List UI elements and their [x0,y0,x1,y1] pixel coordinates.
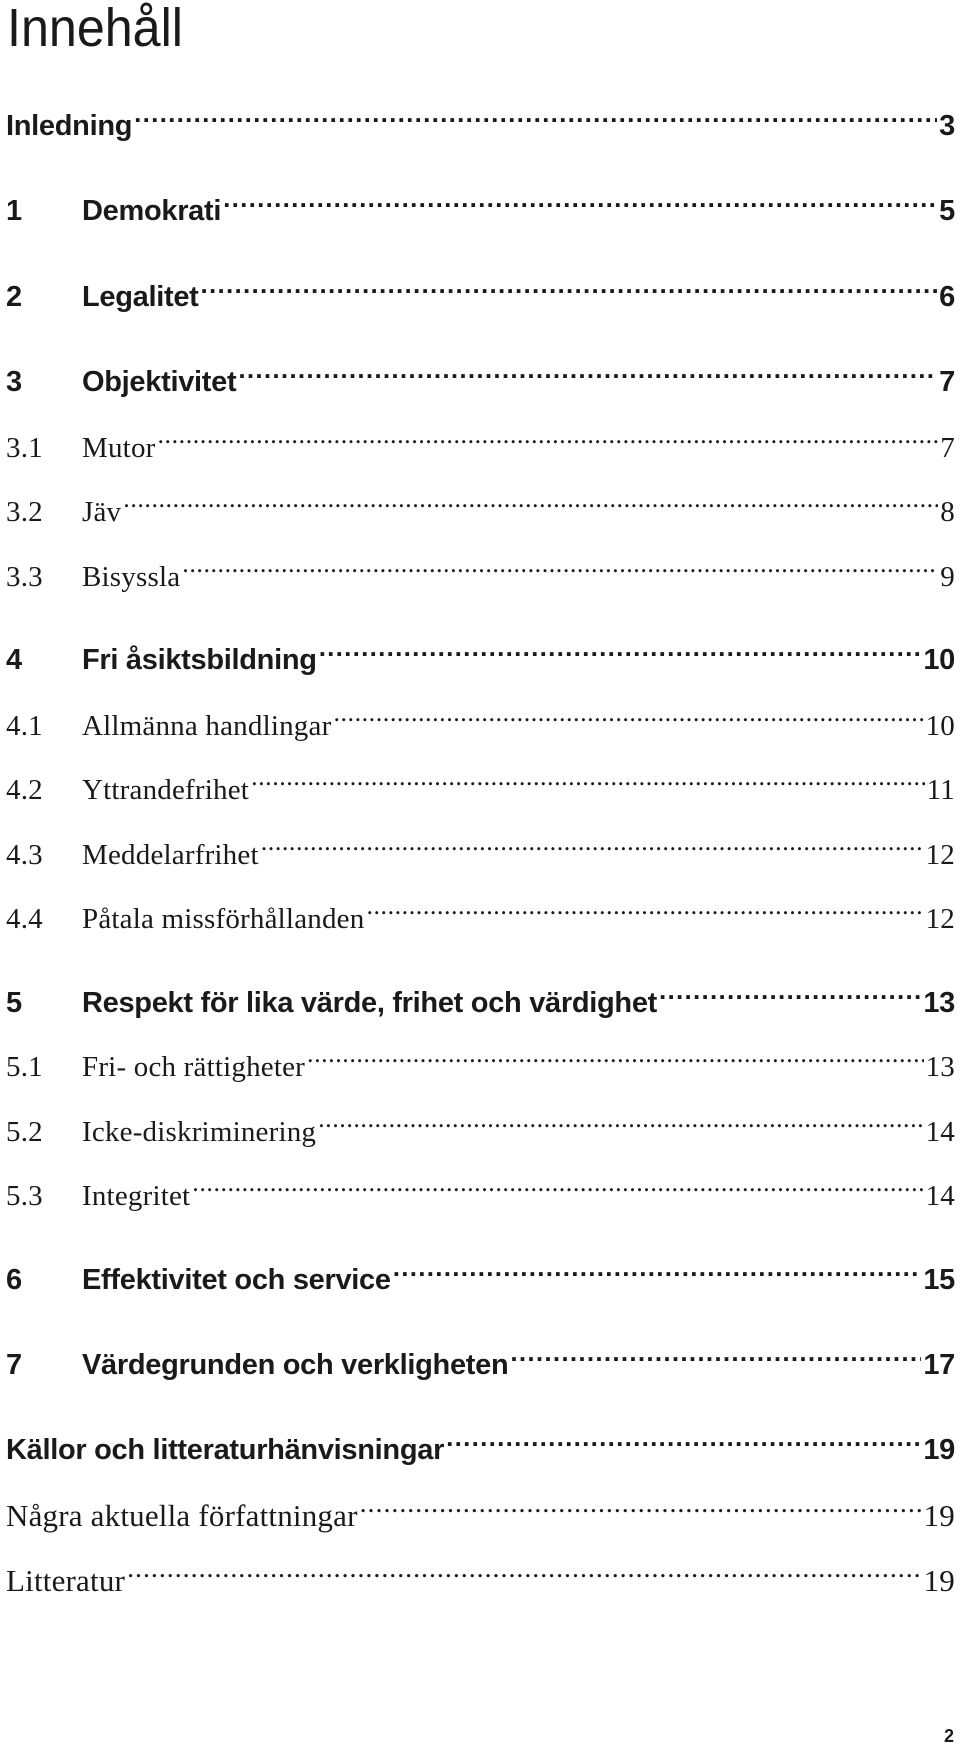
toc-entry-3-2[interactable] [6,492,955,532]
toc-entry-4-1[interactable] [6,706,955,746]
dot-leader [192,1176,923,1205]
dot-leader [366,899,923,928]
toc-entry-page: 12 [925,903,955,935]
dot-leader [360,1495,922,1526]
dot-leader [333,706,923,735]
dot-leader [134,106,937,135]
toc-entry-page: 9 [940,561,955,593]
toc-entry-5[interactable] [6,983,955,1023]
toc-entry-label: Integritet [82,1180,191,1212]
toc-entry-label: Bisyssla [82,561,181,593]
dot-leader [123,492,938,521]
toc-entry-label: Jäv [82,496,122,528]
toc-entry-number: 4.1 [6,710,43,742]
toc-entry-label: Inledning [6,110,133,142]
toc-entry-label: Yttrandefrihet [82,774,250,806]
dot-leader [318,1112,923,1141]
toc-entry-page: 8 [940,496,955,528]
page-title: Innehåll [7,0,183,58]
toc-entry-page: 5 [939,195,955,227]
toc-entry-number: 5.3 [6,1180,43,1212]
page-number: 2 [943,1726,954,1746]
toc-entry-number: 5 [6,987,22,1019]
toc-entry-page: 14 [925,1180,955,1212]
dot-leader [158,428,939,457]
dot-leader [319,640,922,669]
dot-leader [446,1430,921,1459]
toc-entry-number: 3.3 [6,561,43,593]
dot-leader [393,1260,922,1289]
toc-entry-number: 3.2 [6,496,43,528]
toc-entry-label: Meddelarfrihet [82,839,259,871]
dot-leader [127,1560,922,1591]
toc-entry-5-3[interactable] [6,1176,955,1216]
toc-entry-label: Effektivitet och service [82,1264,391,1296]
toc-entry-label: Litteratur [6,1563,126,1598]
toc-entry-kallor[interactable] [6,1430,955,1470]
toc-entry-page: 3 [939,110,955,142]
toc-entry-label: Demokrati [82,195,222,227]
dot-leader [223,191,937,220]
toc-entry-number: 2 [6,281,22,313]
toc-entry-page: 15 [923,1264,955,1296]
toc-entry-label: Källor och litteraturhänvisningar [6,1434,445,1466]
dot-leader [238,362,937,391]
toc-entry-page: 13 [923,987,955,1019]
toc-entry-label: Mutor [82,432,156,464]
toc-entry-number: 7 [6,1349,22,1381]
toc-entry-4-2[interactable] [6,770,955,810]
toc-entry-litteratur[interactable] [6,1560,955,1600]
toc-entry-page: 13 [925,1051,955,1083]
toc-entry-number: 5.2 [6,1116,43,1148]
toc-entry-label: Fri- och rättigheter [82,1051,306,1083]
toc-entry-page: 19 [923,1563,955,1598]
toc-entry-1[interactable] [6,191,955,231]
toc-entry-3[interactable] [6,362,955,402]
toc-entry-6[interactable] [6,1260,955,1300]
toc-entry-label: Värdegrunden och verkligheten [82,1349,509,1381]
dot-leader [261,835,924,864]
toc-entry-number: 4.2 [6,774,43,806]
toc-entry-number: 1 [6,195,22,227]
toc-entry-7[interactable] [6,1345,955,1385]
toc-entry-label: Påtala missförhållanden [82,903,365,935]
toc-entry-number: 4.3 [6,839,43,871]
dot-leader [510,1345,921,1374]
dot-leader [182,557,938,586]
toc-entry-4-3[interactable] [6,835,955,875]
dot-leader [659,983,921,1012]
dot-leader [251,770,925,799]
toc-entry-3-3[interactable] [6,557,955,597]
toc-entry-number: 6 [6,1264,22,1296]
toc-entry-page: 19 [923,1434,955,1466]
toc-entry-page: 10 [925,710,955,742]
toc-entry-5-1[interactable] [6,1047,955,1087]
toc-entry-page: 11 [926,774,955,806]
toc-entry-3-1[interactable] [6,428,955,468]
toc-entry-page: 6 [939,281,955,313]
toc-entry-page: 10 [923,644,955,676]
toc-entry-5-2[interactable] [6,1112,955,1152]
dot-leader [307,1047,924,1076]
toc-entry-page: 7 [939,366,955,398]
toc-entry-forfattningar[interactable] [6,1495,955,1535]
toc-entry-number: 3 [6,366,22,398]
toc-entry-page: 17 [923,1349,955,1381]
toc-entry-label: Allmänna handlingar [82,710,332,742]
toc-entry-label: Icke-diskriminering [82,1116,317,1148]
toc-entry-page: 19 [923,1498,955,1533]
toc-entry-4[interactable] [6,640,955,680]
toc-entry-label: Objektivitet [82,366,237,398]
toc-entry-number: 4.4 [6,903,43,935]
toc-entry-4-4[interactable] [6,899,955,939]
toc-entry-label: Fri åsiktsbildning [82,644,317,676]
toc-entry-label: Legalitet [82,281,199,313]
toc-entry-label: Respekt för lika värde, frihet och värdighet [82,987,658,1019]
toc-entry-number: 3.1 [6,432,43,464]
toc-entry-inledning[interactable] [6,106,955,146]
toc-entry-page: 14 [925,1116,955,1148]
toc-entry-2[interactable] [6,277,955,317]
dot-leader [201,277,938,306]
toc-entry-number: 4 [6,644,22,676]
toc-entry-number: 5.1 [6,1051,43,1083]
toc-entry-label: Några aktuella författningar [6,1498,358,1533]
toc-entry-page: 12 [925,839,955,871]
toc-entry-page: 7 [940,432,955,464]
